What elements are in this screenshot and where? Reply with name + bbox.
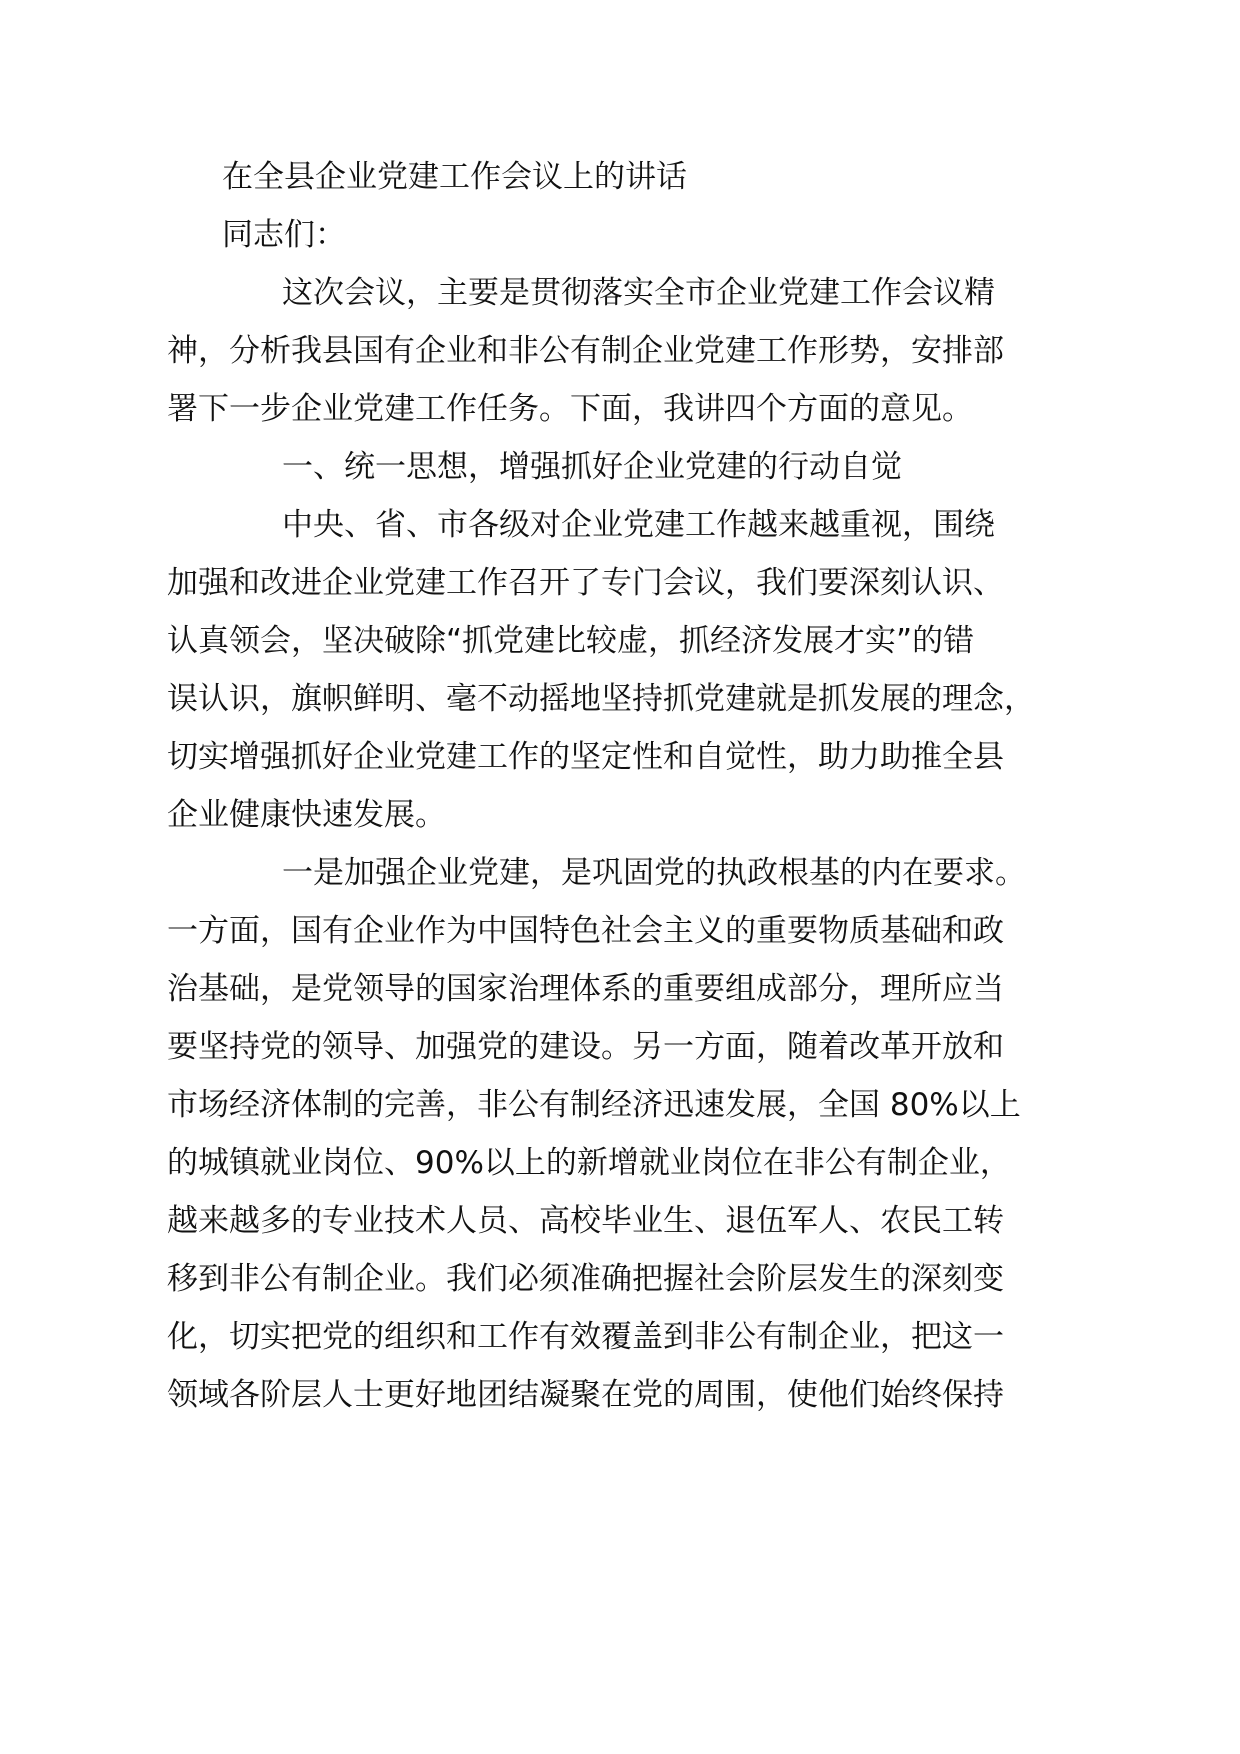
text-line: 中央、省、市各级对企业党建工作越来越重视，围绕 [282,507,995,543]
text-line: 认真领会，坚决破除“抓党建比较虚，抓经济发展才实”的错 [167,623,975,659]
text-line: 治基础，是党领导的国家治理体系的重要组成部分，理所应当 [167,971,1004,1007]
text-line: 这次会议，主要是贯彻落实全市企业党建工作会议精 [282,275,995,311]
salutation: 同志们： [222,217,346,253]
text-line: 神，分析我县国有企业和非公有制企业党建工作形势，安排部 [167,333,1004,369]
text-line: 要坚持党的领导、加强党的建设。另一方面，随着改革开放和 [167,1029,1004,1065]
text-line: 误认识，旗帜鲜明、毫不动摇地坚持抓党建就是抓发展的理念， [167,681,1035,717]
text-line: 领域各阶层人士更好地团结凝聚在党的周围，使他们始终保持 [167,1377,1004,1413]
text-line: 越来越多的专业技术人员、高校毕业生、退伍军人、农民工转 [167,1203,1004,1239]
text-line: 化，切实把党的组织和工作有效覆盖到非公有制企业，把这一 [167,1319,1004,1355]
text-line: 署下一步企业党建工作任务。下面，我讲四个方面的意见。 [167,391,973,427]
text-line: 移到非公有制企业。我们必须准确把握社会阶层发生的深刻变 [167,1261,1004,1297]
text-line: 企业健康快速发展。 [167,797,446,833]
text-line: 一方面，国有企业作为中国特色社会主义的重要物质基础和政 [167,913,1004,949]
section-heading: 一、统一思想，增强抓好企业党建的行动自觉 [282,449,902,485]
text-line: 市场经济体制的完善，非公有制经济迅速发展，全国 80%以上 [167,1087,1021,1123]
document-title: 在全县企业党建工作会议上的讲话 [222,159,687,195]
text-line: 切实增强抓好企业党建工作的坚定性和自觉性，助力助推全县 [167,739,1004,775]
text-line: 加强和改进企业党建工作召开了专门会议，我们要深刻认识、 [167,565,1004,601]
text-line: 一是加强企业党建，是巩固党的执政根基的内在要求。 [282,855,1026,891]
text-line: 的城镇就业岗位、90%以上的新增就业岗位在非公有制企业， [167,1145,1011,1181]
